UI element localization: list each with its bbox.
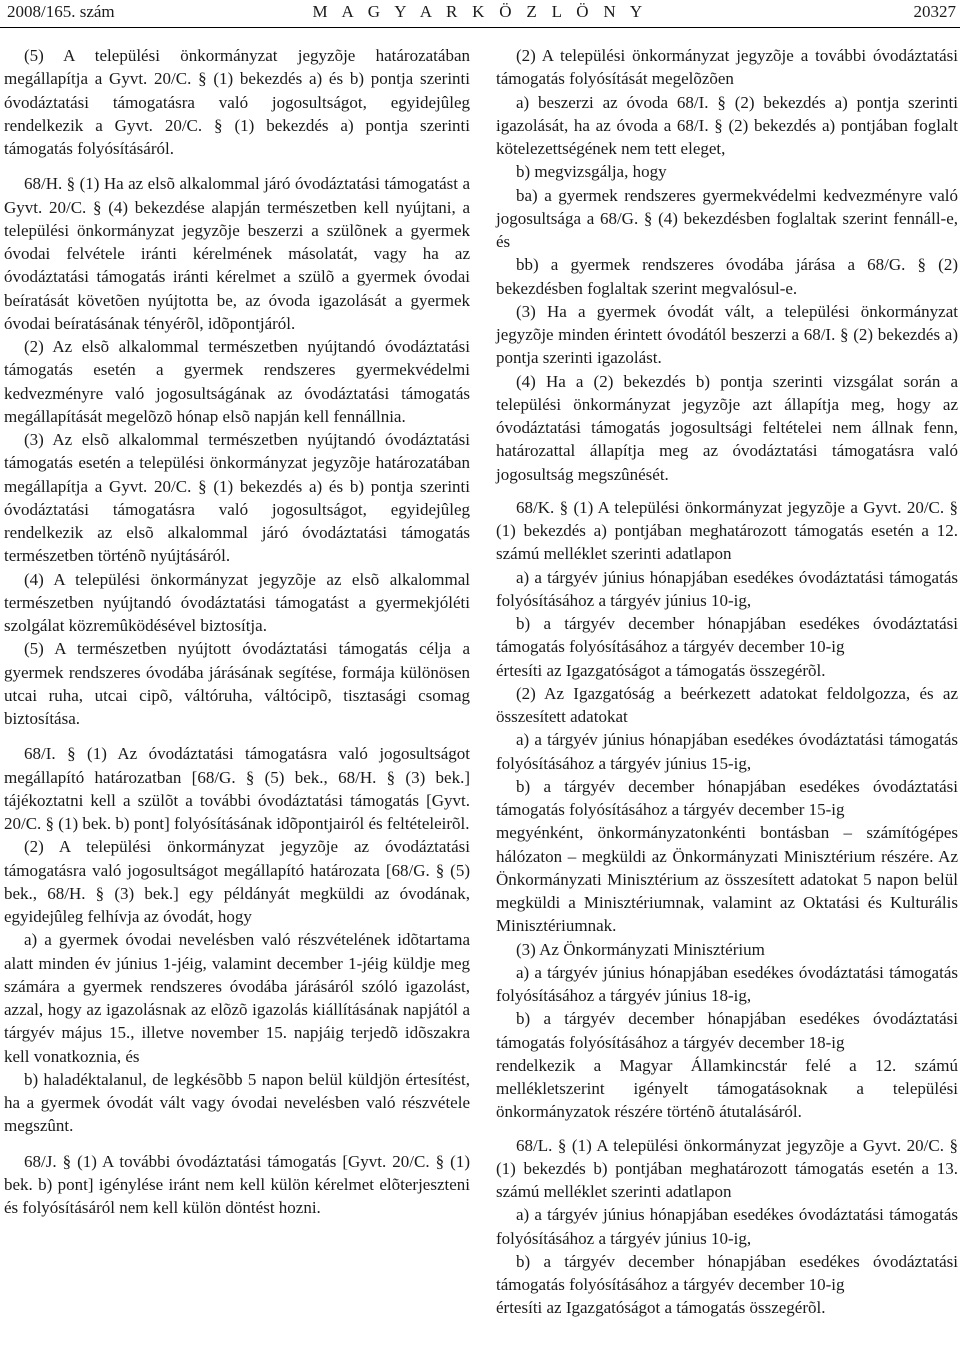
paragraph: (3) Az elsõ alkalommal természetben nyújtandó óvodáztatási támogatás esetén a települési önkormányzat jegyzõje határozatában megállapítja a Gyvt. 20/C. § (1) bekezdés a) és b) pontja szerinti óvodáztatási támogatásra való jogosultságot, egyidejûleg rendelkezik az elsõ alkalommal járó óvodáztatási támogatás természetben történõ nyújtásáról.	[4, 430, 470, 566]
paragraph: (2) A települési önkormányzat jegyzõje a további óvodáztatási támogatás folyósítását megelõzõen	[496, 46, 958, 89]
issue-number: 2008/165. szám	[7, 2, 115, 21]
paragraph: értesíti az Igazgatóságot a támogatás összegérõl.	[496, 660, 826, 680]
list-item: b) a tárgyév december hónapjában esedékes óvodáztatási támogatás folyósításához a tárgyév december 15-ig	[496, 776, 958, 819]
paragraph: (4) A települési önkormányzat jegyzõje az elsõ alkalommal természetben nyújtandó óvodáztatási támogatást a gyermekjóléti szolgálat közremûködésével biztosítja.	[4, 569, 470, 635]
paragraph: (2) Az elsõ alkalommal természetben nyújtandó óvodáztatási támogatás esetén a gyermek rendszeres gyermekvédelmi kedvezményre való jogosultságának az óvodáztatási támogatás megállapítását megelõzõ hónap elsõ napján kell fennállnia.	[4, 337, 470, 426]
section-68h: 68/H. § (1) Ha az elsõ alkalommal járó óvodáztatási támogatást a Gyvt. 20/C. § (4) bekezdése alapján természetben kell nyújtani, a települési önkormányzat jegyzõje beszerzi a szülõnek a gyermek óvodai felvétele iránti kérelmének másolatát, vagy ha az óvodáztatási támogatás iránti kérelmet a szülõ a gyermek óvodai beíratását követõen nyújtotta be, az óvoda igazolását a gyermek óvodai beíratásának tényérõl, idõpontjáról.	[4, 174, 470, 333]
page-number: 20327	[913, 2, 956, 21]
list-item: bb) a gyermek rendszeres óvodába járása a 68/G. § (2) bekezdésben foglaltak szerint megvalósul-e.	[496, 255, 958, 298]
header-rule	[0, 27, 960, 28]
section-68l: 68/L. § (1) A települési önkormányzat jegyzõje a Gyvt. 20/C. § (1) bekezdés b) pontjában meghatározott támogatás esetén a 13. számú melléklet szerinti adatlapon	[496, 1135, 958, 1201]
list-item: b) a tárgyév december hónapjában esedékes óvodáztatási támogatás folyósításához a tárgyév december 10-ig	[496, 614, 958, 657]
paragraph: (3) Az Önkormányzati Minisztérium	[516, 939, 765, 959]
section-68i: 68/I. § (1) Az óvodáztatási támogatásra való jogosultságot megállapító határozatban [68/G. § (5) bek., 68/H. § (3) bek.] tájékoztatni kell a szülõt a további óvodáztatási támogatás [Gyvt. 20/C. § (1) bek. b) pont] folyósításának idõpontjairól és feltételeirõl.	[4, 744, 470, 833]
section-68j: 68/J. § (1) A további óvodáztatási támogatás [Gyvt. 20/C. § (1) bek. b) pont] igénylése iránt nem kell külön kérelmet elõterjeszteni és folyósításáról nem kell külön döntést hozni.	[4, 1151, 470, 1217]
page-header	[0, 0, 960, 28]
paragraph: (5) A települési önkormányzat jegyzõje határozatában megállapítja a Gyvt. 20/C. § (1) bekezdés a) és b) pontja szerinti óvodáztatási támogatásra való jogosultságot, egyidejûleg rendelkezik a Gyvt. 20/C. § (1) bekezdés a) pontja szerinti támogatás folyósításáról.	[4, 46, 470, 158]
list-item: b) a tárgyév december hónapjában esedékes óvodáztatási támogatás folyósításához a tárgyév december 18-ig	[496, 1009, 958, 1052]
list-item: a) a tárgyév június hónapjában esedékes óvodáztatási támogatás folyósításához a tárgyév június 10-ig,	[496, 567, 958, 610]
paragraph: (5) A természetben nyújtott óvodáztatási támogatás célja a gyermek rendszeres óvodába járásának segítése, formája különösen utcai ruha, utcai cipõ, váltóruha, váltócipõ, tisztasági csomag biztosítása.	[4, 639, 470, 728]
list-item: ba) a gyermek rendszeres gyermekvédelmi kedvezményre való jogosultsága a 68/G. § (4) bekezdésben foglaltak szerint fennáll-e, és	[496, 185, 958, 251]
list-item: a) a tárgyév június hónapjában esedékes óvodáztatási támogatás folyósításához a tárgyév június 18-ig,	[496, 962, 958, 1005]
list-item: a) a tárgyév június hónapjában esedékes óvodáztatási támogatás folyósításához a tárgyév június 10-ig,	[496, 1205, 958, 1248]
list-item: b) haladéktalanul, de legkésõbb 5 napon belül küldjön értesítést, ha a gyermek óvodát vált vagy óvodai nevelésben való részvétele megszûnt.	[4, 1069, 470, 1136]
publication-title: M A G Y A R K Ö Z L Ö N Y	[312, 2, 648, 21]
paragraph: (3) Ha a gyermek óvodát vált, a települési önkormányzat jegyzõje minden érintett óvodától beszerzi a 68/I. § (2) bekezdés a) pontja szerinti igazolást.	[496, 301, 958, 368]
list-item: a) beszerzi az óvoda 68/I. § (2) bekezdés a) pontja szerinti igazolását, ha az óvoda a 68/I. § (2) bekezdés a) pontjában foglalt kötelezettségének nem tett eleget,	[496, 92, 958, 158]
right-column	[496, 44, 958, 1320]
paragraph: megyénként, önkormányzatonkénti bontásban – számítógépes hálózaton – megküldi az Önkormányzati Minisztérium részére. Az Önkormányzati Minisztérium az összesített adatokat 5 napon belül megküldi a Minisztériumnak, valamint az Oktatási és Kulturális Minisztériumnak.	[496, 823, 958, 936]
paragraph: (4) Ha a (2) bekezdés b) pontja szerinti vizsgálat során a települési önkormányzat jegyzõje azt állapítja meg, hogy az óvodáztatási támogatás jogosultsági feltételei nem állnak fenn, határozattal állapítja meg az óvodáztatási támogatásra való jogosultság megszûnését.	[496, 371, 958, 484]
paragraph: rendelkezik a Magyar Államkincstár felé a 12. számú mellékletszerint igényelt támogatásoknak a települési önkormányzatok részére történõ átutalásáról.	[496, 1055, 958, 1122]
list-item: a) a tárgyév június hónapjában esedékes óvodáztatási támogatás folyósításához a tárgyév június 15-ig,	[496, 730, 958, 773]
paragraph: értesíti az Igazgatóságot a támogatás összegérõl.	[496, 1298, 826, 1318]
paragraph: (2) Az Igazgatóság a beérkezett adatokat feldolgozza, és az összesített adatokat	[496, 683, 958, 726]
left-column	[4, 44, 470, 1219]
paragraph: (2) A települési önkormányzat jegyzõje az óvodáztatási támogatásra való jogosultságot megállapító határozata [68/G. § (5) bek., 68/H. § (3) bek.] egy példányát megküldi az óvodának, egyidejûleg felhívja az óvodát, hogy	[4, 837, 470, 926]
list-item: b) a tárgyév december hónapjában esedékes óvodáztatási támogatás folyósításához a tárgyév december 10-ig	[496, 1251, 958, 1294]
list-item: a) a gyermek óvodai nevelésben való részvételének idõtartama alatt minden év június 1-jéig, valamint december 1-jéig küldje meg számára a gyermek rendszeres óvodába járásáról szóló igazolást, azzal, hogy az igazolásnak az elõzõ igazolás kiállításának napjától a tárgyév május 15., illetve november 15. napjáig terjedõ idõszakra kell vonatkoznia, és	[4, 930, 470, 1066]
list-item: b) megvizsgálja, hogy	[516, 162, 667, 182]
section-68k: 68/K. § (1) A települési önkormányzat jegyzõje a Gyvt. 20/C. § (1) bekezdés a) pontjában meghatározott támogatás esetén a 12. számú melléklet szerinti adatlapon	[496, 497, 958, 564]
